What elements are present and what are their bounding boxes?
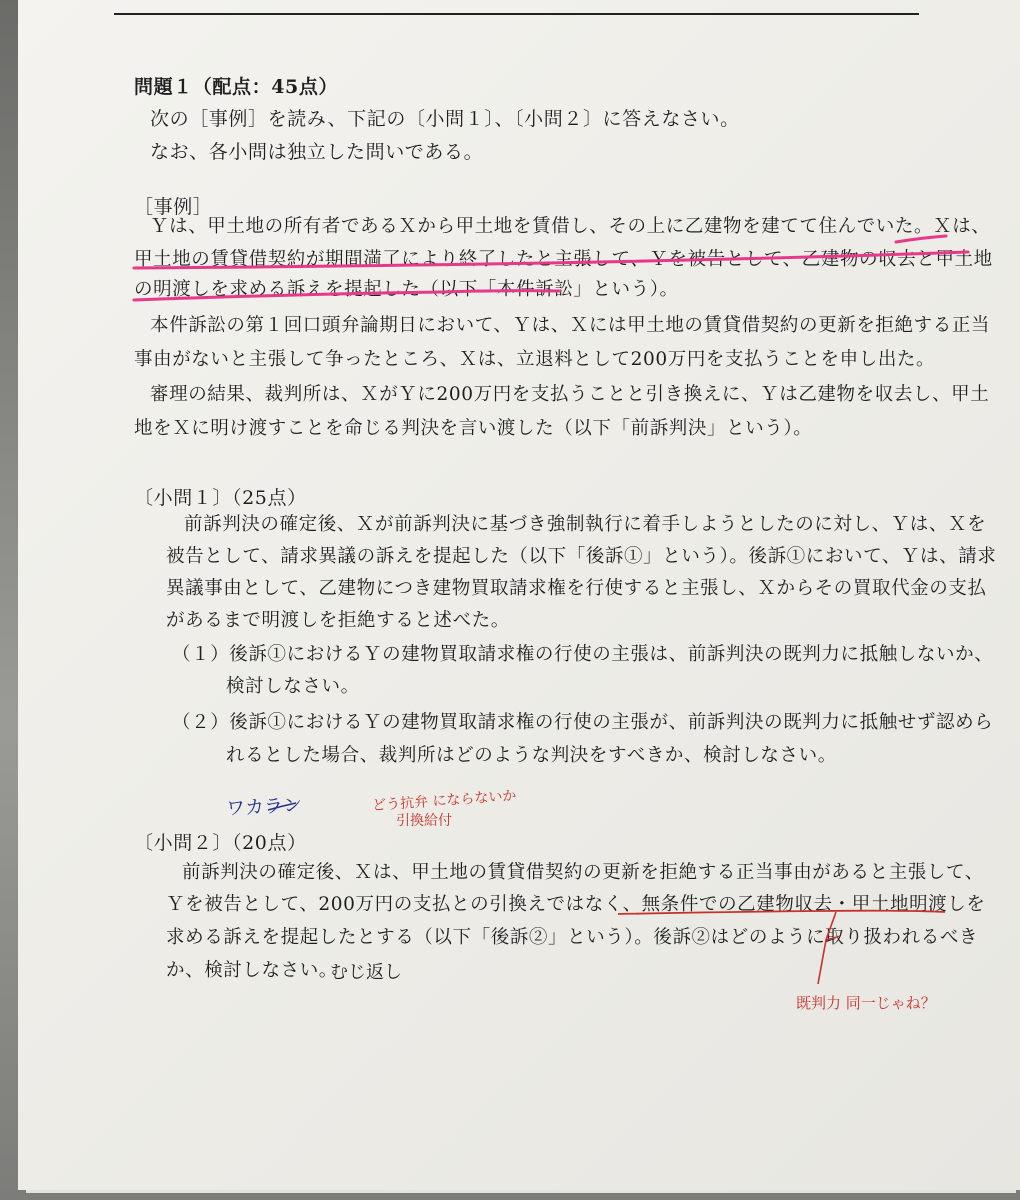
q1-subquestion-2: （２）後訴①におけるＹの建物買取請求権の行使の主張が、前訴判決の既判力に抵触せず認めら bbox=[172, 712, 994, 733]
q1-line: 異議事由として、乙建物につき建物買取請求権を行使すると主張し、Ｘからその買取代金の支払 bbox=[166, 578, 987, 599]
q1-line: 被告として、請求異議の訴えを提起した（以下「後訴①」という）。後訴①において、Ｙは、請求 bbox=[166, 546, 997, 567]
question2-heading: 〔小問２〕（20点） bbox=[134, 832, 307, 854]
q1-subquestion-1-cont: 検討しなさい。 bbox=[226, 676, 360, 697]
q2-line: か、検討しなさい。 bbox=[166, 960, 338, 981]
handwritten-note-blue: ワカラン bbox=[225, 794, 303, 820]
handwritten-note-black: むじ返し bbox=[330, 962, 402, 983]
q2-line: 前訴判決の確定後、Ｘは、甲土地の賃貸借契約の更新を拒絶する正当事由があると主張して、 bbox=[182, 862, 984, 883]
case-line: Ｙは、甲土地の所有者であるＸから甲土地を賃借し、その上に乙建物を建てて住んでいた。Ｘは、 bbox=[150, 216, 991, 237]
case-line: 本件訴訟の第１回口頭弁論期日において、Ｙは、Ｘには甲土地の賃貸借契約の更新を拒絶する正当 bbox=[150, 315, 991, 336]
q2-line: Ｙを被告として、200万円の支払との引換えではなく、無条件での乙建物収去・甲土地明渡しを bbox=[166, 894, 986, 915]
intro-line: なお、各小問は独立した問いである。 bbox=[150, 141, 484, 163]
handwritten-note-red: 既判力 同一じゃね？ bbox=[796, 994, 936, 1012]
q1-subquestion-1: （１）後訴①におけるＹの建物買取請求権の行使の主張は、前訴判決の既判力に抵触しないか、 bbox=[172, 644, 994, 665]
q1-line: があるまで明渡しを拒絶すると述べた。 bbox=[166, 610, 510, 631]
intro-line: 次の［事例］を読み、下記の〔小問１〕、〔小問２〕に答えなさい。 bbox=[150, 108, 740, 130]
case-heading: ［事例］ bbox=[134, 196, 213, 218]
case-line: 甲土地の賃貸借契約が期間満了により終了したと主張して、Ｙを被告として、乙建物の収去と甲土地 bbox=[134, 249, 993, 270]
question1-heading: 〔小問１〕（25点） bbox=[134, 487, 307, 509]
q1-line: 前訴判決の確定後、Ｘが前訴判決に基づき強制執行に着手しようとしたのに対し、Ｙは、Ｘを bbox=[184, 514, 987, 535]
top-rule bbox=[114, 13, 919, 15]
q2-line: 求める訴えを提起したとする（以下「後訴②」という）。後訴②はどのように取り扱われるべき bbox=[166, 927, 979, 948]
case-line: 事由がないと主張して争ったところ、Ｘは、立退料として200万円を支払うことを申し出た。 bbox=[134, 349, 936, 370]
handwritten-note-red: どう抗弁 にならないか bbox=[371, 787, 517, 815]
q1-subquestion-2-cont: れるとした場合、裁判所はどのような判決をすべきか、検討しなさい。 bbox=[226, 745, 837, 766]
handwritten-note-red: 引換給付 bbox=[396, 813, 452, 829]
case-line: 地をＸに明け渡すことを命じる判決を言い渡した（以下「前訴判決」という）。 bbox=[134, 418, 813, 439]
problem-heading: 問題１（配点：45点） bbox=[134, 76, 339, 98]
case-line: 審理の結果、裁判所は、ＸがＹに200万円を支払うことと引き換えに、Ｙは乙建物を収去し、甲土 bbox=[150, 384, 990, 405]
case-line: の明渡しを求める訴えを提起した（以下「本件訴訟」という）。 bbox=[134, 279, 679, 300]
